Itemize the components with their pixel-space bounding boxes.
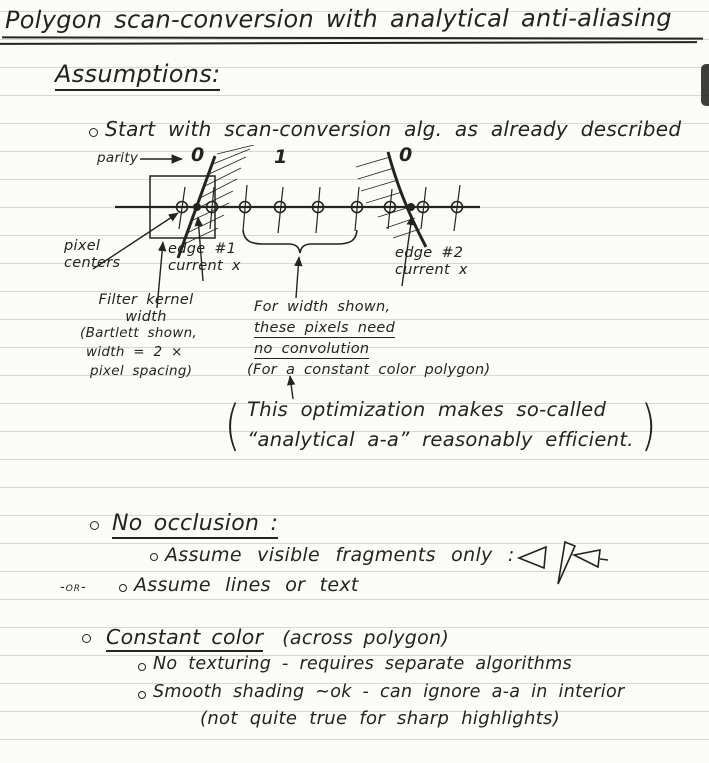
right-triangle xyxy=(574,550,600,567)
bullet-icon xyxy=(138,691,146,699)
edge2-label: edge #2 current x xyxy=(395,245,468,279)
title-underline-2 xyxy=(0,41,697,45)
bullet-icon xyxy=(90,521,99,530)
parity-value-mid: 1 xyxy=(274,146,288,168)
constant-color-item1: No texturing - requires separate algorithms xyxy=(153,654,572,674)
constant-color-item2: Smooth shading ~ok - can ignore a-a in interior xyxy=(153,682,625,702)
parity-label: parity xyxy=(97,150,139,166)
width-note: For width shown, these pixels need no convolution (For a constant color polygon) xyxy=(247,299,491,379)
triangle-tail-line xyxy=(600,559,608,560)
right-paren: ) xyxy=(640,393,657,457)
parity-value-left: 0 xyxy=(191,144,205,166)
filter-kernel-label: Filter kernel width xyxy=(98,292,194,326)
start-bullet-text: Start with scan-conversion alg. as already described xyxy=(105,117,682,141)
no-occlusion-item1: Assume visible fragments only : xyxy=(165,544,515,566)
interior-pixels-brace xyxy=(243,230,357,253)
optimization-note: ( This optimization makes so-called “analytical a-a” reasonably efficient. ) xyxy=(224,393,657,457)
constant-color-heading: Constant color xyxy=(106,625,263,652)
scan-edge-artifact xyxy=(701,64,709,106)
constant-color-suffix: (across polygon) xyxy=(282,627,450,649)
constant-color-item2-note: (not quite true for sharp highlights) xyxy=(200,708,561,729)
overlapping-triangles-sketch xyxy=(513,538,611,588)
bullet-icon xyxy=(150,553,158,561)
bullet-icon xyxy=(138,663,146,671)
page-title: Polygon scan-conversion with analytical anti-aliasing xyxy=(4,3,672,35)
bullet-icon xyxy=(119,584,127,592)
assumptions-heading: Assumptions: xyxy=(55,60,220,91)
middle-sliver-triangle xyxy=(558,542,575,584)
parity-value-right: 0 xyxy=(399,144,413,166)
brace-arrow xyxy=(296,257,299,298)
edge1-label: edge #1 current x xyxy=(168,241,241,275)
bullet-icon xyxy=(89,128,98,137)
or-label: -or- xyxy=(60,580,87,595)
no-occlusion-item2: Assume lines or text xyxy=(134,574,359,596)
pixel-centers-label: pixel centers xyxy=(64,238,121,272)
bullet-icon xyxy=(82,634,91,643)
no-occlusion-heading: No occlusion : xyxy=(112,511,278,539)
bartlett-note: (Bartlett shown, width = 2 × pixel spacing) xyxy=(80,325,198,379)
left-triangle xyxy=(519,547,546,568)
left-paren: ( xyxy=(224,393,241,457)
title-underline-1 xyxy=(2,36,703,39)
